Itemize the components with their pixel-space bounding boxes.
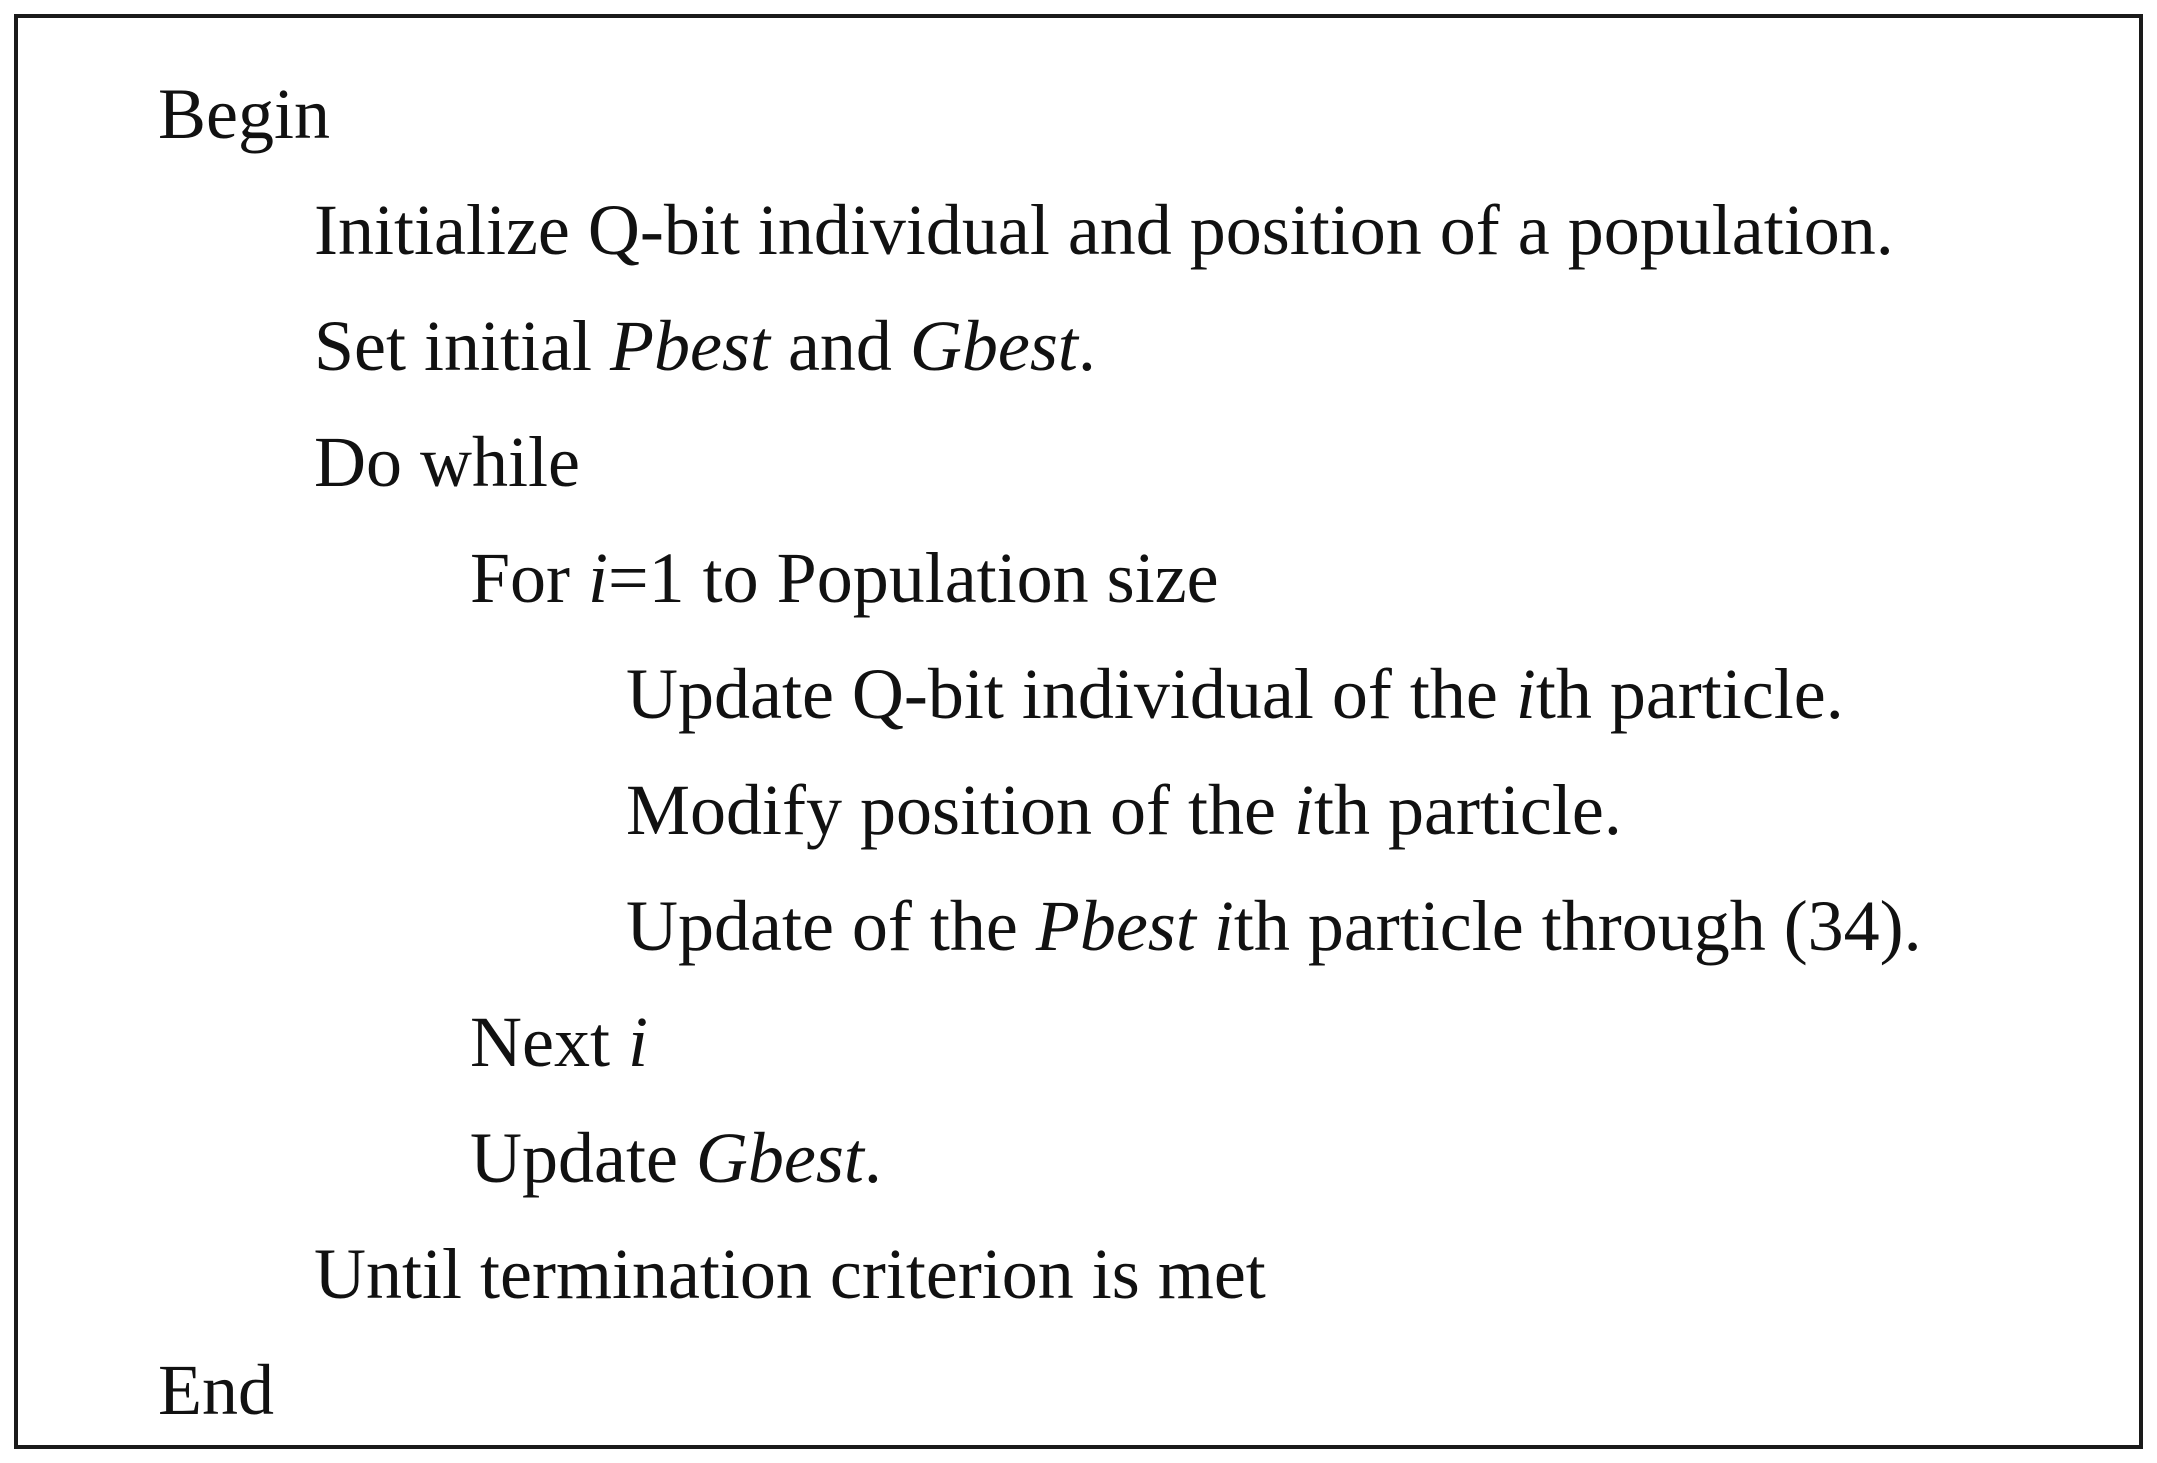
text-segment: Set initial [314, 306, 610, 386]
text-segment: =1 to Population size [608, 538, 1219, 618]
text-segment: Do while [314, 422, 580, 502]
text-segment: Next [470, 1002, 628, 1082]
text-segment [1196, 886, 1214, 966]
variable-i: i [588, 538, 609, 618]
variable-i: i [627, 1002, 648, 1082]
variable-i: i [1515, 654, 1536, 734]
variable-i: i [1293, 770, 1314, 850]
text-segment: Update of the [626, 886, 1036, 966]
line-begin [158, 74, 330, 154]
text-segment: Update [470, 1118, 696, 1198]
text-segment: Initialize Q-bit individual and position of a population. [314, 190, 1894, 270]
line-until [314, 1234, 1266, 1314]
text-segment: End [158, 1350, 274, 1430]
line-update-qbit [626, 654, 1844, 734]
text-segment: th particle. [1313, 770, 1622, 850]
text-segment: . [863, 1118, 882, 1198]
line-update-pbest [626, 886, 1922, 966]
text-segment: th particle through (34). [1233, 886, 1922, 966]
line-do-while [314, 422, 580, 502]
line-update-gbest [470, 1118, 882, 1198]
variable-pbest: Pbest [1035, 886, 1196, 966]
line-end [158, 1350, 274, 1430]
text-segment: Begin [158, 74, 330, 154]
text-segment: . [1077, 306, 1096, 386]
line-set-initial [314, 306, 1096, 386]
variable-i: i [1213, 886, 1234, 966]
variable-pbest: Pbest [609, 306, 770, 386]
text-segment: th particle. [1535, 654, 1844, 734]
text-segment: Until termination criterion is met [314, 1234, 1266, 1314]
text-segment: and [769, 306, 910, 386]
text-segment: For [470, 538, 589, 618]
line-modify-position [626, 770, 1622, 850]
variable-gbest: Gbest [909, 306, 1078, 386]
line-initialize [314, 190, 1894, 270]
algorithm-box [14, 14, 2143, 1449]
text-segment: Modify position of the [626, 770, 1294, 850]
line-next-i [470, 1002, 648, 1082]
variable-gbest: Gbest [695, 1118, 864, 1198]
line-for-loop [470, 538, 1219, 618]
text-segment: Update Q-bit individual of the [626, 654, 1516, 734]
